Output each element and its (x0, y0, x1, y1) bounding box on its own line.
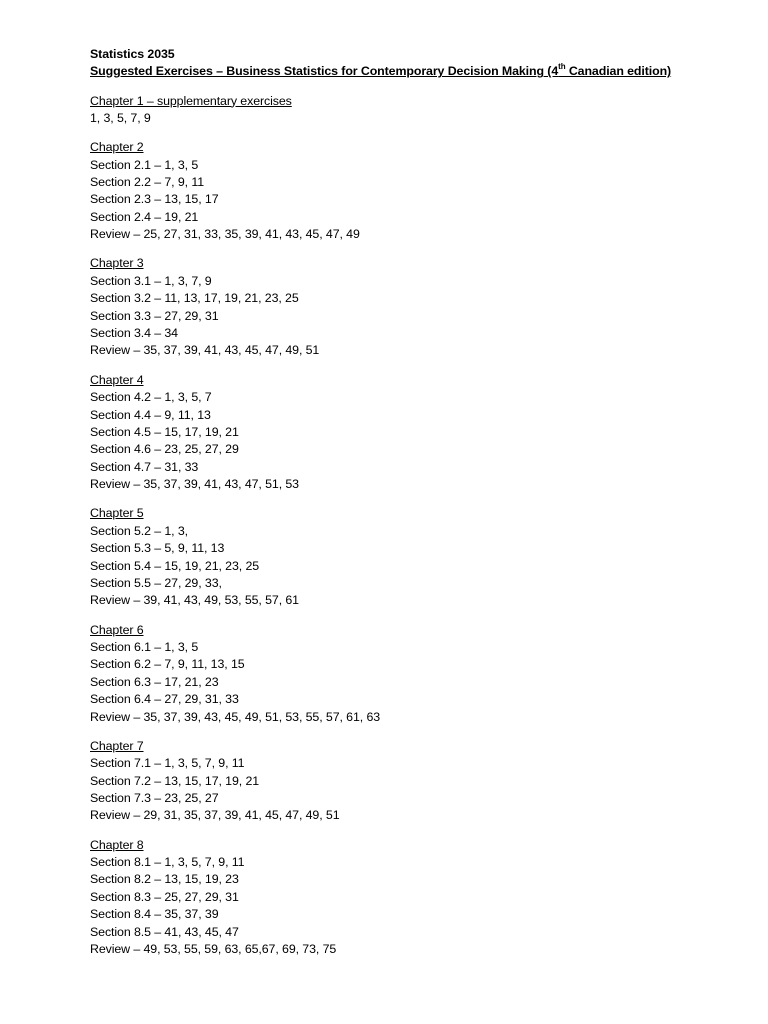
chapter-heading: Chapter 8 (90, 837, 144, 852)
subtitle-suffix: Canadian edition) (565, 64, 672, 79)
chapter-block (90, 837, 740, 959)
chapter-block (90, 738, 740, 825)
section-exercises-line: Section 3.3 – 27, 29, 31 (90, 308, 219, 323)
section-exercises-line: Section 8.4 – 35, 37, 39 (90, 907, 219, 922)
review-exercises-line: Review – 39, 41, 43, 49, 53, 55, 57, 61 (90, 593, 299, 608)
section-exercises-line: Section 4.7 – 31, 33 (90, 459, 199, 474)
document-subtitle (90, 63, 740, 80)
chapter-block (90, 372, 740, 494)
review-exercises-line: Review – 25, 27, 31, 33, 35, 39, 41, 43, 45, 47, 49 (90, 227, 360, 242)
section-exercises-line: Section 2.3 – 13, 15, 17 (90, 192, 219, 207)
section-exercises-line: Section 2.4 – 19, 21 (90, 209, 199, 224)
chapter-block (90, 139, 740, 243)
chapter-heading: Chapter 5 (90, 506, 144, 521)
section-exercises-line: Section 4.5 – 15, 17, 19, 21 (90, 424, 239, 439)
document-page (90, 46, 740, 958)
chapter-list (90, 93, 740, 959)
section-exercises-line: Section 3.4 – 34 (90, 326, 178, 341)
section-exercises-line: Section 2.1 – 1, 3, 5 (90, 157, 199, 172)
section-exercises-line: Section 8.2 – 13, 15, 19, 23 (90, 872, 239, 887)
section-exercises-line: Section 3.1 – 1, 3, 7, 9 (90, 273, 212, 288)
section-exercises-line: Section 7.2 – 13, 15, 17, 19, 21 (90, 773, 260, 788)
section-exercises-line: Section 5.5 – 27, 29, 33, (90, 575, 222, 590)
chapter-heading: Chapter 6 (90, 622, 144, 637)
chapter-block (90, 622, 740, 726)
review-exercises-line: Review – 29, 31, 35, 37, 39, 41, 45, 47, 49, 51 (90, 808, 340, 823)
section-exercises-line: Section 4.6 – 23, 25, 27, 29 (90, 442, 239, 457)
review-exercises-line: Review – 35, 37, 39, 41, 43, 47, 51, 53 (90, 477, 299, 492)
section-exercises-line: Section 5.3 – 5, 9, 11, 13 (90, 541, 225, 556)
section-exercises-line: Section 6.4 – 27, 29, 31, 33 (90, 692, 239, 707)
chapter-block (90, 255, 740, 359)
chapter-heading: Chapter 2 (90, 140, 144, 155)
section-exercises-line: Section 8.5 – 41, 43, 45, 47 (90, 924, 239, 939)
section-exercises-line: Section 5.2 – 1, 3, (90, 523, 188, 538)
chapter-heading: Chapter 1 – supplementary exercises (90, 93, 292, 108)
section-exercises-line: Section 6.2 – 7, 9, 11, 13, 15 (90, 657, 245, 672)
section-exercises-line: Section 6.1 – 1, 3, 5 (90, 639, 199, 654)
course-title: Statistics 2035 (90, 47, 175, 61)
section-exercises-line: Section 8.1 – 1, 3, 5, 7, 9, 11 (90, 855, 245, 870)
section-exercises-line: Section 7.3 – 23, 25, 27 (90, 791, 219, 806)
subtitle-prefix: Suggested Exercises – Business Statistics for Contemporary Decision Making (4 (90, 64, 559, 79)
section-exercises-line: Section 3.2 – 11, 13, 17, 19, 21, 23, 25 (90, 291, 299, 306)
chapter-heading: Chapter 3 (90, 256, 144, 271)
section-exercises-line: Section 8.3 – 25, 27, 29, 31 (90, 889, 239, 904)
section-exercises-line: Section 7.1 – 1, 3, 5, 7, 9, 11 (90, 756, 245, 771)
section-exercises-line: Section 2.2 – 7, 9, 11 (90, 175, 204, 190)
review-exercises-line: Review – 35, 37, 39, 41, 43, 45, 47, 49, 51 (90, 343, 320, 358)
section-exercises-line: Section 6.3 – 17, 21, 23 (90, 674, 219, 689)
chapter-block (90, 93, 740, 128)
chapter-heading: Chapter 7 (90, 738, 144, 753)
exercise-list-line: 1, 3, 5, 7, 9 (90, 111, 151, 126)
chapter-block (90, 505, 740, 609)
review-exercises-line: Review – 49, 53, 55, 59, 63, 65,67, 69, 73, 75 (90, 942, 337, 957)
review-exercises-line: Review – 35, 37, 39, 43, 45, 49, 51, 53, 55, 57, 61, 63 (90, 709, 381, 724)
chapter-heading: Chapter 4 (90, 372, 144, 387)
section-exercises-line: Section 4.2 – 1, 3, 5, 7 (90, 390, 212, 405)
section-exercises-line: Section 5.4 – 15, 19, 21, 23, 25 (90, 558, 260, 573)
subtitle-superscript: th (558, 62, 566, 72)
section-exercises-line: Section 4.4 – 9, 11, 13 (90, 407, 211, 422)
